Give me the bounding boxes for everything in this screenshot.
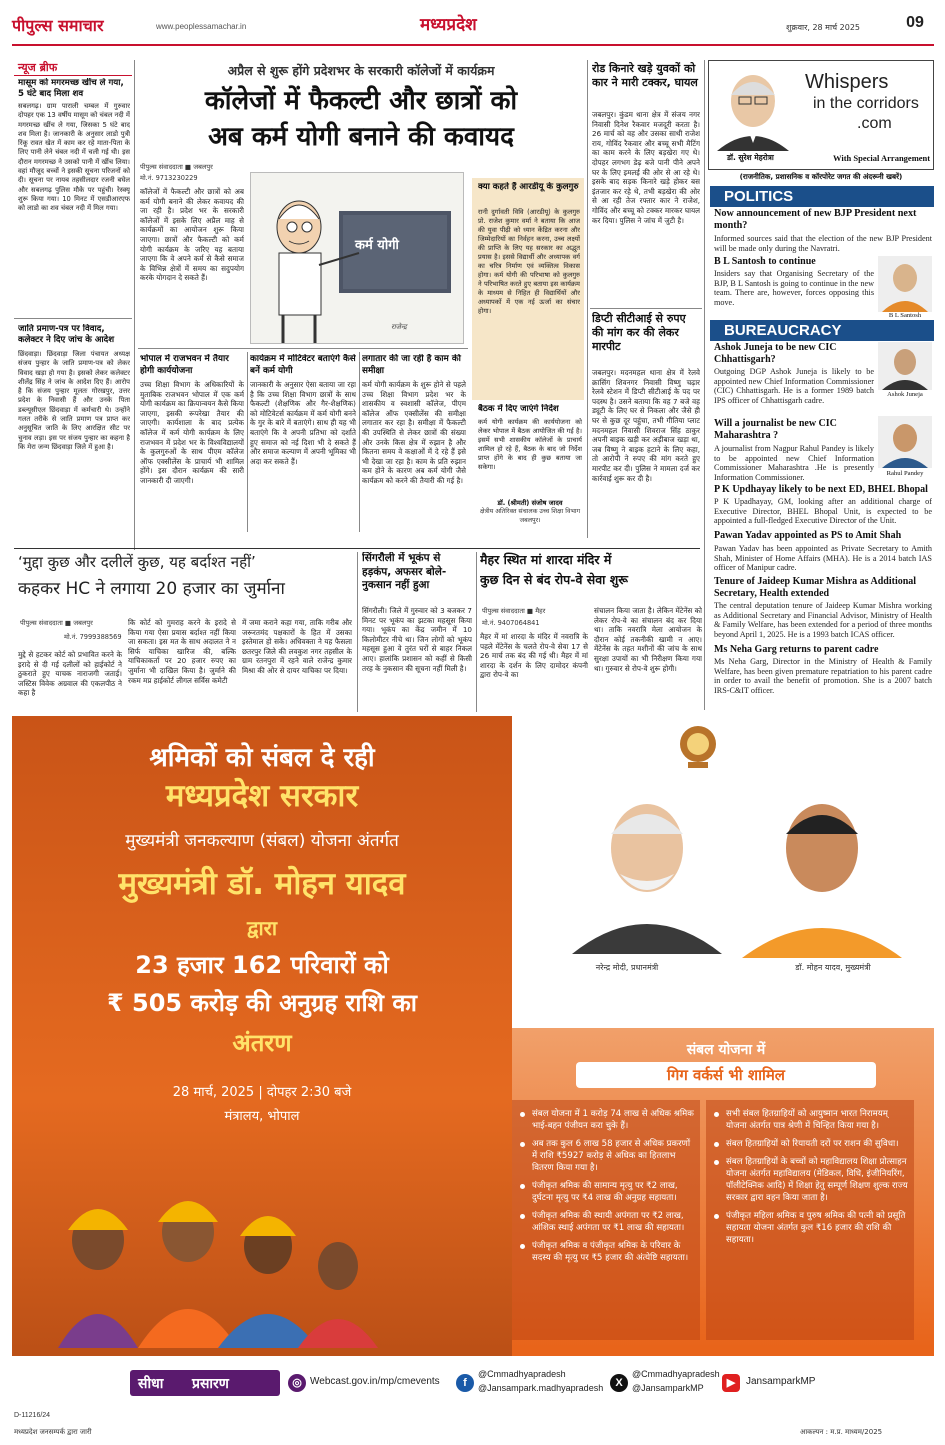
- divider: [704, 60, 705, 710]
- dcti-body: जबलपुर। मदनमहल थाना क्षेत्र में रेलवे क्रासिंग शिवनगर निवासी विष्णु चढ़ार रेलवे स्टेशन में डिप्टी सीटीआई के पद पर पदस्थ है। उसने बताया कि वह 7 बजे वह ड्यूटी के लिए घर से निकला और जैसे ही घर से कुछ दूर पहुंचा, तभी गीतिया प्लाट मदनमहल निवासी शिवराज सिंह ठाकुर अपनी बाइक खड़ी कर अड़ीबाज खड़ा था, जब विष्णु ने बाइक हटाने के लिए कहा, तो आरोपी ने रुपए की मांग करते हुए मारपीट कर दी। पुलिस ने मामला दर्ज कर कार्रवाई शुरू कर दी है।: [592, 368, 700, 483]
- cartoon-drawing-icon: [251, 173, 464, 344]
- hc-headline-line2: कहकर HC ने लगाया 20 हजार का जुर्माना: [18, 579, 285, 599]
- singrauli-body: सिंगरौली। जिले में गुरुवार को 3 बजकर 7 मिनट पर भूकंप का झटका महसूस किया गया। भूकंप का केंद्र जमीन में 10 किलोमीटर नीचे था। जिन लोगों को भूकंप महसूस हुआ वे तुरंत घरों से बाहर निकल आए। हालांकि प्रशासन को कहीं से किसी तरह के नुकसान की सूचना नहीं मिली है।: [362, 606, 472, 673]
- ad-families: 23 हजार 162 परिवारों को: [135, 951, 389, 979]
- santosh-caption: B L Santosh: [888, 312, 922, 319]
- lead-sub2-body: जानकारी के अनुसार ऐसा बताया जा रहा है कि उच्च शिक्षा विभाग छात्रों के साथ फैकल्टी (शैक्षणिक और गैर-शैक्षणिक) को मोटिवेटर्स कार्यक्रम में कर्म योगी बनने के गुर के बारे में बताएंगे। साथ ही यह भी बताएंगे कि वे अपनी प्रतिभा को दर्शाते हुए समाज को नई दिशा भी दे सकते हैं और समाज कल्याण में अपनी भूमिका भी अदा कर सकते हैं।: [250, 380, 356, 466]
- divider: [14, 318, 132, 319]
- ad-amount: ₹ 505 करोड़ की अनुग्रह राशि का: [106, 989, 418, 1017]
- lead-sub1-body: उच्च शिक्षा विभाग के अधिकारियों के मुताबिक राजभवन भोपाल में एक कर्म योगी कार्यक्रम का क्रियान्वयन कैसे किया जाएगा, इसकी रूपरेखा तैयार की जाएगी। कार्यशाला के बाद प्रत्येक कॉलेज में कर्म योगी कार्यक्रम के लिए राजभवन में प्रदेश भर के विश्वविद्यालयों के कुलगुरुओं के साथ पीएम कॉलेज ऑफ एक्सीलेंस के प्राचार्य भी शामिल होंगे। इस दौरान कार्यक्रम की सारी जानकारी दी जाएगी।: [140, 380, 244, 485]
- issue-date: शुक्रवार, 28 मार्च 2025: [786, 23, 861, 32]
- lead-mobile: मो.नं. 9713230229: [140, 174, 198, 182]
- ad-scheme: मुख्यमंत्री जनकल्याण (संबल) योजना अंतर्गत: [125, 831, 399, 851]
- bureaucracy-3-body: P K Upadhayay, GM, looking after an additional charge of Executive Director, BHEL Bhopal Unit, is expected to be appointed a full-fledged Executive Director of the Unit.: [714, 497, 932, 526]
- ad-title-line2: मध्यप्रदेश सरकार: [165, 778, 359, 814]
- lead-sub3-body: कर्म योगी कार्यक्रम के शुरू होने से पहले उच्च शिक्षा विभाग प्रदेश भर के शासकीय व स्वशासी कॉलेज, पीएम कॉलेज ऑफ एक्सीलेंस की समीक्षा लगातार कर रहा है। समीक्षा में फैकल्टी की उपस्थिति से लेकर छात्रों की संख्या और उनके किस क्षेत्र में रुझान है और कितना समय वे कक्षाओं में दे रहे हैं इसे भी देखा जा रहा है। काम के प्रति रुझान कम होने के कारण अब कर्म योगी जैसे कार्यक्रम को करने की तैयारी की गई है।: [362, 380, 466, 485]
- page-number: 09: [906, 14, 924, 31]
- lead-sub1-head: भोपाल में राजभवन में तैयार होगी कार्ययोजना: [140, 354, 229, 376]
- quote-head: क्या कहते हैं आरडीयू के कुलगुरु: [478, 182, 579, 192]
- divider: [14, 548, 700, 549]
- quote-body: रानी दुर्गावती विवि (आरडीयू) के कुलगुरु प्रो. राजेश कुमार वर्मा ने बताया कि आज की युवा पीढ़ी को ध्यान केंद्रित करना और जिम्मेदारियों का निर्वहन करना, उच्च लक्ष्यों की प्राप्ति के लिए यह सरकार का अद्भुत प्रयास है। इससे विद्यार्थी और अध्यापक वर्ग का चरित्र निर्माण एवं व्यक्तित्व विकास होगा। कर्म योगी की परिभाषा को कुलगुरु ने परिभाषित करते हुए बताया इस कार्यक्रम के माध्यम से निहित ही विद्यार्थियों और अध्यापकों में एक नई ऊर्जा का संचार होगा।: [478, 208, 580, 315]
- lead-intro: कॉलेजों में फैकल्टी और छात्रों को अब कर्म योगी बनाने की लेकर कवायद की जा रही है। प्रदेश भर के सरकारी कॉलेजों में इसके लिए अप्रैल माह से कार्यक्रमों का आयोजन शुरू किया जाएगा। छात्रों और फैकल्टी को कर्म योगी कार्यक्रम के जरिए यह बताया जाएगा कि वे अपने कर्म से कैसे समाज के विभिन्न क्षेत्रों में समय का सदुपयोग करके योगदान दे सकते हैं।: [140, 187, 244, 283]
- whispers-title-l1: Whispers: [805, 71, 889, 93]
- bureaucracy-5-body: The central deputation tenure of Jaideep Kumar Mishra working as Additional Secretary and Financial Advisor, Ministry of Health & Family Welfare, has been extended for a period of three months beyond April 1, 2025. He is a 1993 batch ICAS officer.: [714, 601, 932, 639]
- divider: [247, 352, 248, 532]
- benefits-right: [706, 1100, 914, 1340]
- benefit-right-1: सभी संबल हितग्राहियों को आयुष्मान भारत निरामयम् योजना अंतर्गत पात्र श्रेणी में चिन्हित किया गया है।: [712, 1108, 908, 1132]
- ad-issuer: मध्यप्रदेश जनसम्पर्क द्वारा जारी: [14, 1428, 92, 1436]
- youtube-icon[interactable]: ▶: [722, 1374, 740, 1392]
- bureaucracy-6-head: Ms Neha Garg returns to parent cadre: [714, 644, 879, 655]
- bureaucracy-6-body: Ms Neha Garg, Director in the Ministry of Health & Family Welfare, has been given premature repatriation to his parent cadre in order to avail the benefit of promotion. She is a 2007 batch IRS-C&IT officer.: [714, 657, 932, 695]
- brief-2-body: छिंदवाड़ा। छिंदवाड़ा जिला पंचायत अध्यक्ष संजय पुन्हार के जाति प्रमाण-पत्र को लेकर विवाद खड़ा हो गया है। इसको लेकर कलेक्टर शीलेंद्र सिंह ने जांच के आदेश दिए हैं। आरोप है कि संजय पुन्हार मूलतः गोरखपुर, उत्तर प्रदेश के निवासी हैं और उनके पिता डब्ल्यूसीएल छिंदवाड़ा में कर्मचारी थे। उन्होंने गलत तरीके से जाति प्रमाण पत्र प्राप्त कर अनुसूचित जाति के लिए आरक्षित सीट पर चुनाव लड़ा। इस पर संजय पुन्हार का कहना है कि मेरा जन्म छिंदवाड़ा जिले में हुआ है।: [18, 350, 130, 451]
- santosh-photo-box: [878, 256, 932, 312]
- maihar-headline-line2: कुछ दिन से बंद रोप-वे सेवा शुरू: [480, 572, 628, 587]
- ad-code: D-11216/24: [14, 1412, 51, 1419]
- whispers-title-l2: in the corridors: [813, 95, 919, 112]
- modi-portrait-icon: [572, 784, 722, 954]
- singrauli-headline: सिंगरौली में भूकंप से हड़कंप, अफसर बोले-नुकसान नहीं हुआ: [362, 552, 447, 591]
- benefit-right-4: पंजीकृत महिला श्रमिक व पुरुष श्रमिक की पत्नी को प्रसूति सहायता योजना अंतर्गत कुल ₹16 हजार की राशि की सहायता।: [712, 1210, 908, 1246]
- maihar-dateline: पीपुल्स संवाददाता ■ मैहर: [482, 607, 546, 615]
- divider: [138, 348, 468, 349]
- meeting-box: [472, 402, 584, 530]
- ad-cm-name: मुख्यमंत्री डॉ. मोहन यादव: [118, 866, 406, 902]
- bureaucracy-1-head: Ashok Juneja to be new CIC Chhattisgarh?: [714, 342, 837, 365]
- live-label-1: सीधा: [138, 1376, 164, 1392]
- bureaucracy-5-head: Tenure of Jaideep Kumar Mishra as Additional Secretary, Health extended: [714, 576, 917, 599]
- politics-2-body: Insiders say that Organising Secretary of the BJP, B L Santosh is going to continue in the new team. There are, however, forces opposing this move.: [714, 269, 874, 307]
- ad-event-date: 28 मार्च, 2025 | दोपहर 2:30 बजे: [172, 1085, 352, 1100]
- masthead: [0, 0, 945, 46]
- meeting-signature-title: क्षेत्रीय अतिरिक्त संचालक उच्च शिक्षा विभाग जबलपुर।: [479, 508, 581, 524]
- divider: [359, 352, 360, 532]
- benefit-left-2: अब तक कुल 6 लाख 58 हजार से अधिक प्रकरणों में राशि ₹5927 करोड़ से अधिक का हितलाभ वितरण किया गया है।: [518, 1138, 694, 1174]
- road-body: जबलपुर। कुंडम थाना क्षेत्र में संजय नगर निवासी दिनेश रैकवार मजदूरी करता है। 26 मार्च को वह और उसका साथी राजेश राय, गोविंद रैकवार और बच्चू सभी मैटिंग का काम करने के लिए बड़खेरा गए थे। दोपहर लगभग डेढ़ बजे पानी पीने अपने घर के लिए इमलई की ओर से आ रहे थे। इसके बाद सड़क किनारे खड़े होकर बस इंतजार कर रहे थे, तभी बड़खेरा की ओर से आ रही तेज रफ्तार कार ने राजेश, गोविंद और बच्चू को टक्कर मारकर घायल कर दिया। पुलिस ने जांच में जुटी है।: [592, 110, 700, 225]
- lead-headline-line1: कॉलेजों में फैकल्टी और छात्रों को: [204, 86, 518, 116]
- mp-emblem-icon: [678, 724, 718, 770]
- site-url[interactable]: www.peoplessamachar.in: [156, 22, 247, 31]
- x-icon[interactable]: X: [610, 1374, 628, 1392]
- benefits-left: [512, 1100, 700, 1340]
- meeting-head: बैठक में दिए जाएंगे निर्देश: [478, 404, 559, 414]
- x-handle-2[interactable]: @JansamparkMP: [632, 1383, 704, 1393]
- lead-sub3-head: लगातार की जा रही है काम की समीक्षा: [362, 354, 461, 376]
- lead-sub2-head: कार्यक्रम में मोटिवेटर बताएंगे कैसे बनें कर्म योगी: [250, 354, 356, 376]
- maihar-col2: संचालन किया जाता है। लेकिन मेंटेनेंस को लेकर रोप-वे का संचालन बंद कर दिया था। ताकि नवरात्रि मेला आयोजन के दौरान कोई तकनीकी खामी न आए। मेंटेनेंस के तहत मशीनों की जांच के साथ सुरक्षा उपायों का भी निरीक्षण किया गया था। गुरुवार से रोप-वे शुरू होगी।: [594, 606, 702, 673]
- politics-2-head: B L Santosh to continue: [714, 256, 816, 267]
- bureaucracy-1-body: Outgoing DGP Ashok Juneja is likely to be appointed new Chief Information Commissioner (CIC) Chhattisgarh. He is a former 1989 batch IPS officer of Chhattisgarh cadre.: [714, 367, 874, 405]
- hc-headline-line1: ‘मुद्दा कुछ और दलीलें कुछ, यह बर्दाश्त नहीं’: [18, 553, 256, 571]
- whispers-tagline: (राजनीतिक, प्रशासनिक व कॉरपोरेट जगत की अंदरूनी खबरें): [739, 172, 903, 181]
- bureaucracy-4-head: Pawan Yadav appointed as PS to Amit Shah: [714, 530, 902, 541]
- benefit-left-4: पंजीकृत श्रमिक की स्थायी अपंगता पर ₹2 लाख, आंशिक स्थाई अपंगता पर ₹1 लाख की सहायता।: [518, 1210, 694, 1234]
- benefit-left-5: पंजीकृत श्रमिक व पंजीकृत श्रमिक के परिवार के सदस्य की मृत्यु पर ₹5 हजार की अंत्येष्टि सहायता।: [518, 1240, 694, 1264]
- road-headline: रोड किनारे खड़े युवकों को कार ने मारी टक्कर, घायल: [592, 62, 698, 89]
- masthead-rule: [12, 44, 934, 46]
- live-badge: [130, 1370, 280, 1396]
- bureaucracy-2-head: Will a journalist be new CIC Maharashtra ?: [714, 418, 837, 441]
- benefit-right-3: संबल हितग्राहियों के बच्चों को महाविद्यालय शिक्षा प्रोत्साहन योजना अंतर्गत महाविद्यालय (मेडिकल, विधि, इंजीनियरिंग, पॉलीटेक्निक आदि) में शिक्षा हेतु सम्पूर्ण शिक्षण शुल्क राज्य सरकार द्वारा वहन किया जाता है।: [712, 1156, 908, 1204]
- youtube-handle[interactable]: JansamparkMP: [746, 1376, 816, 1387]
- pandey-photo-icon: [878, 416, 932, 468]
- santosh-photo-icon: [878, 256, 932, 312]
- benefit-left-3: पंजीकृत श्रमिक की सामान्य मृत्यु पर ₹2 लाख, दुर्घटना मृत्यु पर ₹4 लाख की अनुग्रह सहायता।: [518, 1180, 694, 1204]
- whispers-author: डॉ. सुरेश मेहरोत्रा: [727, 153, 774, 162]
- meeting-signature-name: डॉ. (श्रीमती) संजोष जादव: [497, 499, 563, 507]
- workers-illustration-icon: [48, 1130, 378, 1348]
- dcti-headline: डिप्टी सीटीआई से रुपए की मांग कर की लेकर मारपीट: [592, 312, 686, 353]
- lead-headline-line2: अब कर्म योगी बनाने की कवायद: [208, 122, 514, 152]
- gig-box-subtitle: गिग वर्कर्स भी शामिल: [576, 1062, 876, 1088]
- hc-dateline: पीपुल्स संवाददाता ■ जबलपुर: [20, 619, 93, 627]
- hc-mobile: मो.नं. 7999388569: [64, 633, 122, 641]
- ad-title-line1: श्रमिकों को संबल दे रही: [149, 743, 375, 773]
- meeting-body: कर्म योगी कार्यक्रम की कार्ययोजना को लेकर भोपाल में बैठक आयोजित की गई है। इसमें सभी शासकीय कॉलेजों के प्राचार्य शामिल हो रहे हैं, बैठक के बाद जो निर्देश प्राप्त होंगे के बाद ही कुछ बताया जा सकेगा।: [478, 418, 582, 471]
- globe-icon: ◎: [288, 1374, 306, 1392]
- bureaucracy-3-head: P K Updhayay likely to be next ED, BHEL Bhopal: [714, 484, 928, 495]
- bureaucracy-heading: BUREAUCRACY: [710, 320, 934, 341]
- hc-col1: मुद्दे से हटकर कोर्ट को प्रभावित करने के इरादे से दी गई दलीलों को हाईकोर्ट ने ठुकराते हुए याचक नाराजगी जताई। जस्टिस विवेक अग्रवाल की एकलपीठ ने कहा है: [18, 650, 122, 698]
- politics-1-body: Informed sources said that the election of the new BJP President will be made only during the Navratri.: [714, 234, 932, 253]
- yadav-portrait-icon: [742, 778, 902, 958]
- live-label-2: प्रसारण: [192, 1376, 229, 1392]
- juneja-photo-box: [878, 342, 932, 390]
- politics-1-head: Now announcement of new BJP President next month?: [714, 208, 917, 231]
- whispers-header: [708, 60, 934, 170]
- whispers-title-l3: .com: [857, 115, 892, 132]
- section-title: मध्यप्रदेश: [420, 15, 477, 35]
- ad-agency: आकल्पन : म.प्र. माध्यम/2025: [800, 1428, 883, 1436]
- whispers-arrangement: With Special Arrangement: [833, 153, 931, 163]
- ad-by: द्वारा: [246, 916, 278, 940]
- maihar-headline-line1: मैहर स्थित मां शारदा मंदिर में: [480, 552, 612, 567]
- divider: [357, 552, 358, 712]
- facebook-handle-2[interactable]: @Jansampark.madhyapradesh: [478, 1383, 604, 1393]
- ad-footer: [12, 1356, 934, 1410]
- maihar-col1: मैहर में मां शारदा के मंदिर में नवरात्रि के पहले मेंटेनेंस के चलते रोप-वे सेवा 17 से 26 मार्च तक बंद की गई थी। मैहर में मां शारदा के दर्शन के लिए दामोदर कंपनी द्वारा रोप-वे का: [480, 632, 588, 680]
- bureaucracy-2-body: A journalist from Nagpur Rahul Pandey is likely to be appointed new Chief Information Commissioner Maharashtra .He is presently Information Commissioner.: [714, 444, 874, 482]
- gig-box-title: संबल योजना में: [686, 1042, 766, 1058]
- author-portrait-icon: [713, 65, 793, 151]
- modi-caption: नरेन्द्र मोदी, प्रधानमंत्री: [595, 963, 659, 972]
- brief-1-headline: मासूम को मगरमच्छ खींच ले गया, 5 घंटे बाद मिला शव: [18, 78, 124, 99]
- benefit-left-1: संबल योजना में 1 करोड़ 74 लाख से अधिक श्रमिक भाई-बहन पंजीयन करा चुके हैं।: [518, 1108, 694, 1132]
- cartoon-board-label: कर्म योगी: [355, 238, 399, 253]
- hc-col2: कि कोर्ट को गुमराह करने के इरादे से किया गया ऐसा प्रयास बर्दाश्त नहीं किया जा सकता। इस मत के साथ अदालत ने न सिर्फ याचिका खारिज की, बल्कि याचिकाकर्ता पर 20 हजार रुपए का जुर्माना भी दाखिल किया है। जुर्माने की रकम मप्र हाईकोर्ट लीगल सर्विस कमेटी: [128, 618, 236, 685]
- pandey-caption: Rahul Pandey: [886, 470, 924, 477]
- facebook-icon[interactable]: f: [456, 1374, 474, 1392]
- cartoon: [250, 172, 464, 344]
- cartoon-signature: राजेन्द्र: [391, 323, 407, 331]
- lead-kicker: अप्रैल से शुरू होंगे प्रदेशभर के सरकारी कॉलेजों में कार्यक्रम: [227, 63, 495, 78]
- divider: [590, 308, 702, 309]
- divider: [476, 552, 477, 712]
- maihar-mobile: मो.नं. 9407064841: [482, 619, 540, 627]
- news-brief-label: न्यूज ब्रीफ: [18, 61, 58, 74]
- politics-heading: POLITICS: [710, 186, 934, 207]
- brief-2-headline: जाति प्रमाण-पत्र पर विवाद, कलेक्टर ने दिए जांच के आदेश: [18, 324, 115, 345]
- logo: पीपुल्स समाचार: [12, 16, 104, 35]
- ad-banner: [12, 716, 934, 1410]
- hc-col3: में जमा कराने कहा गया, ताकि गरीब और जरूरतमंद पक्षकारों के हित में उसका इस्तेमाल हो सके। अधिवक्ता ने यह फैसला छतरपुर जिले की लवकुश नगर तहसील के ग्राम रतनपुरा में रहने वाले राजेन्द्र कुमार मिश्रा की ओर से दायर याचिका पर दिया।: [242, 618, 352, 675]
- yadav-caption: डॉ. मोहन यादव, मुख्यमंत्री: [795, 963, 871, 972]
- facebook-handle-1[interactable]: @Cmmadhyapradesh: [478, 1369, 566, 1379]
- lead-dateline: पीपुल्स संवाददाता ■ जबलपुर: [140, 163, 213, 171]
- divider: [14, 75, 132, 76]
- quote-box: [472, 178, 584, 400]
- pandey-photo-box: [878, 416, 932, 468]
- brief-1-body: सबलगढ़। ग्राम पाराली चम्बल में गुरुवार दोपहर एक 13 वर्षीय मासूम को चंबल नदी में मगरमच्छ खींच ले गया, जिसका 5 घंटे बाद शव मिला है। जानकारी के अनुसार लाडो पुत्री रिंकू रावत खेत में काम कर रहे माता-पिता के लिए पानी लेने चंबल नदी में चली गई थी। इस दौरान मगरमच्छ ने उसको पानी में खींच लिया। वहां मौजूद बच्चों ने इसकी सूचना परिजनों को दी। सूचना पर नायब तहसीलदार रजनी बघेल और सबलगढ़ पुलिस मौके पर पहुंची। रेस्क्यू शुरू किया गया। 10 मिनट में एसडीआरएफ को लाडो का शव चंबल नदी में मिल गया।: [18, 102, 130, 213]
- bureaucracy-4-body: Pawan Yadav has been appointed as Private Secretary to Amith Shah, Minister of Home Affairs (MHA). He is a 2014 batch IAS officer of Manipur cadre.: [714, 544, 932, 573]
- x-handle-1[interactable]: @Cmmadhyapradesh: [632, 1369, 720, 1379]
- divider: [134, 60, 135, 550]
- ad-venue: मंत्रालय, भोपाल: [224, 1109, 300, 1124]
- divider: [587, 60, 588, 538]
- webcast-link[interactable]: Webcast.gov.in/mp/cmevents: [310, 1376, 440, 1387]
- ad-transfer: अंतरण: [232, 1029, 292, 1057]
- benefit-right-2: संबल हितग्राहियों को रियायती दरों पर राशन की सुविधा।: [712, 1138, 908, 1150]
- juneja-caption: Ashok Juneja: [887, 391, 923, 398]
- juneja-photo-icon: [878, 342, 932, 390]
